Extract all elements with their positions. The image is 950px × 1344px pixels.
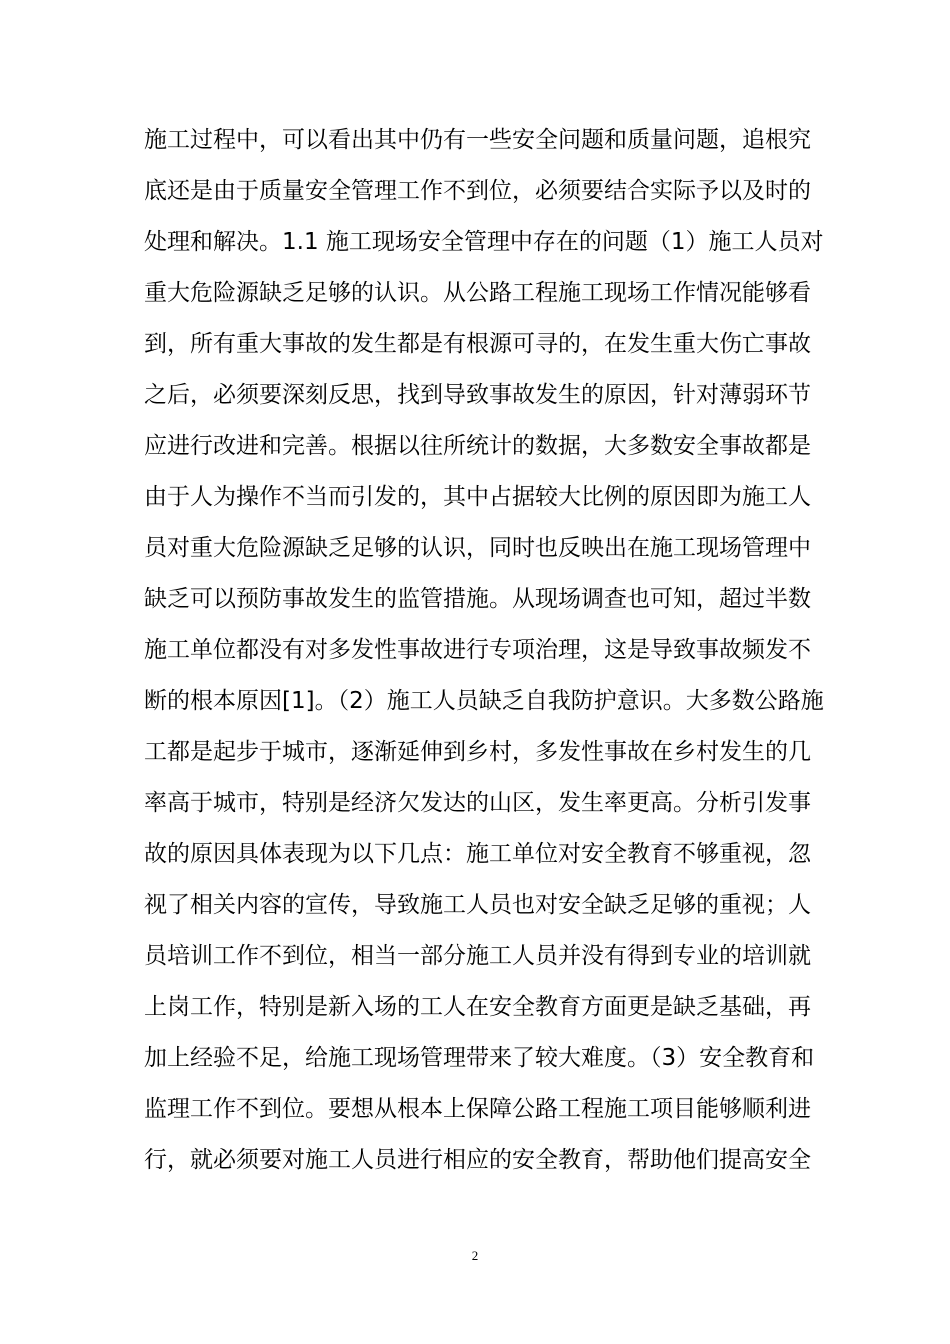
body-text-line: 监理工作不到位。要想从根本上保障公路工程施工项目能够顺利进 [144, 1096, 811, 1122]
page-number: 2 [471, 1248, 479, 1263]
body-text-line: 施工过程中，可以看出其中仍有一些安全问题和质量问题，追根究 [144, 127, 811, 153]
body-text-line: 断的根本原因[1]。（2）施工人员缺乏自我防护意识。大多数公路施 [144, 688, 824, 714]
body-text-line: 缺乏可以预防事故发生的监管措施。从现场调查也可知，超过半数 [144, 586, 811, 612]
body-text-line: 由于人为操作不当而引发的，其中占据较大比例的原因即为施工人 [144, 484, 811, 510]
body-text-line: 员培训工作不到位，相当一部分施工人员并没有得到专业的培训就 [144, 943, 811, 969]
body-text-line: 施工单位都没有对多发性事故进行专项治理，这是导致事故频发不 [144, 637, 811, 663]
body-text-line: 上岗工作，特别是新入场的工人在安全教育方面更是缺乏基础，再 [144, 994, 811, 1020]
body-text-line: 底还是由于质量安全管理工作不到位，必须要结合实际予以及时的 [144, 178, 811, 204]
body-text-line: 工都是起步于城市，逐渐延伸到乡村，多发性事故在乡村发生的几 [144, 739, 811, 765]
body-text-line: 员对重大危险源缺乏足够的认识，同时也反映出在施工现场管理中 [144, 535, 811, 561]
body-text-line: 行，就必须要对施工人员进行相应的安全教育，帮助他们提高安全 [144, 1147, 811, 1173]
body-text-line: 故的原因具体表现为以下几点：施工单位对安全教育不够重视，忽 [144, 841, 811, 867]
body-text-line: 到，所有重大事故的发生都是有根源可寻的，在发生重大伤亡事故 [144, 331, 811, 357]
body-text-line: 之后，必须要深刻反思，找到导致事故发生的原因，针对薄弱环节 [144, 382, 811, 408]
body-text-line: 重大危险源缺乏足够的认识。从公路工程施工现场工作情况能够看 [144, 280, 811, 306]
body-text-line: 率高于城市，特别是经济欠发达的山区，发生率更高。分析引发事 [144, 790, 811, 816]
body-text-line: 应进行改进和完善。根据以往所统计的数据，大多数安全事故都是 [144, 433, 811, 459]
body-text-line: 处理和解决。1.1 施工现场安全管理中存在的问题（1）施工人员对 [144, 229, 824, 255]
body-text-line: 视了相关内容的宣传，导致施工人员也对安全缺乏足够的重视；人 [144, 892, 811, 918]
body-text-line: 加上经验不足，给施工现场管理带来了较大难度。（3）安全教育和 [144, 1045, 815, 1071]
